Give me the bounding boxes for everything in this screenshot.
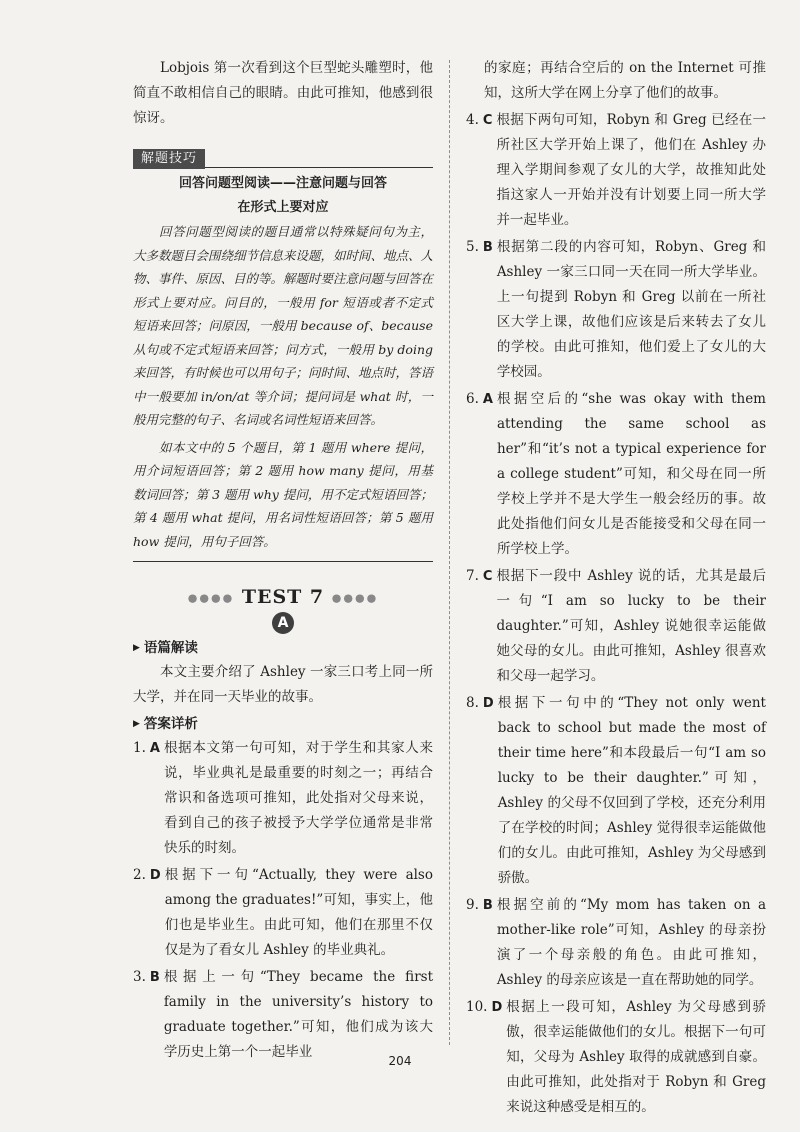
left-column <box>133 56 433 1065</box>
item-number: 7. C <box>466 568 493 584</box>
item-text: 根据下一段中 Ashley 说的话，尤其是最后一句“I am so lucky to be their daughter.”可知，Ashley 说她很幸运能做她父母的女儿。由此可推知，Ashley 很喜欢和父母一起学习。 <box>496 568 766 684</box>
left-dots-decoration: ●●●● <box>187 591 235 605</box>
test-title: TEST 7 <box>241 586 325 608</box>
tips-header <box>133 147 433 168</box>
answer-item <box>466 108 766 233</box>
item-number: 5. B <box>466 239 493 255</box>
summary-section-label: ▶ 语篇解读 <box>133 640 198 656</box>
item-text: 根据下一句“Actually, they were also among the graduates!”可知，事实上，他们也是毕业生。由此可知，他们在那里不仅仅是为了看女儿 Ashley 的毕业典礼。 <box>164 867 433 958</box>
item-text: 根据第二段的内容可知，Robyn、Greg 和 Ashley 一家三口同一天在同一所大学毕业。上一句提到 Robyn 和 Greg 以前在一所社区大学上课，故他们应该是后来转去了女儿的学校。由此可推知，他们爱上了女儿的大学校园。 <box>496 239 766 380</box>
item-number: 1. A <box>133 740 160 756</box>
answer-item <box>466 564 766 689</box>
item-text: 根据空后的“she was okay with them attending the same school as her”和“it’s not a typical experience for a college student”可知，和父母在同一所学校上学并不是大学生一般会经历的事。故此处指他们问女儿是否能接受和父母在同一所学校上学。 <box>496 391 766 557</box>
continuation-paragraph: 的家庭；再结合空后的 on the Internet 可推知，这所大学在网上分享了他们的故事。 <box>484 60 766 101</box>
intro-paragraph: Lobjois 第一次看到这个巨型蛇头雕塑时，他简直不敢相信自己的眼睛。由此可推知，他感到很惊讶。 <box>133 60 433 126</box>
tips-label: 解题技巧 <box>133 149 205 169</box>
tips-title-line-1: 回答问题型阅读——注意问题与回答 <box>178 176 387 191</box>
item-text: 根据下一句中的“They not only went back to school but made the most of their time here”和本段最后一句“I am so lucky to be their daughter.”可知，Ashley 的父母不仅回到了学校，还充分利用了在学校的时间；Ashley 觉得很幸运能做他们的女儿。由此可推知，Ashley 为父母感到骄傲。 <box>497 695 766 886</box>
item-text: 根据上一句“They became the first family in the university’s history to graduate together.”可知，他们成为该大学历史上第一个一起毕业 <box>163 969 433 1060</box>
right-column <box>466 56 766 1120</box>
tips-end-rule <box>133 561 433 562</box>
item-number: 2. D <box>133 867 161 883</box>
page-number: 204 <box>388 1054 412 1068</box>
triangle-icon: ▶ <box>133 643 140 653</box>
answer-item <box>466 387 766 562</box>
answers-section-label: ▶ 答案详析 <box>133 716 198 732</box>
tips-paragraph-2: 如本文中的 5 个题目，第 1 题用 where 提问，用介词短语回答；第 2 题用 how many 提问，用基数词回答；第 3 题用 why 提问，用不定式短语回答；第 4 题用 what 提问，用名词性短语回答；第 5 题用 how 提问，用句子回答。 <box>133 439 433 549</box>
answer-item <box>133 736 433 861</box>
answer-item <box>133 863 433 963</box>
summary-paragraph: 本文主要介绍了 Ashley 一家三口考上同一所大学，并在同一天毕业的故事。 <box>133 664 433 705</box>
column-divider <box>449 60 450 1045</box>
item-number: 9. B <box>466 897 493 913</box>
item-text: 根据空前的“My mom has taken on a mother-like role”可知，Ashley 的母亲扮演了一个母亲般的角色。由此可推知，Ashley 的母亲应该是一直在帮助她的同学。 <box>496 897 766 988</box>
item-number: 3. B <box>133 969 160 985</box>
answer-item <box>133 965 433 1065</box>
item-number: 4. C <box>466 112 493 128</box>
tips-paragraph-1: 回答问题型阅读的题目通常以特殊疑问句为主，大多数题目会围绕细节信息来设题，如时间、地点、人物、事件、原因、目的等。解题时要注意问题与回答在形式上要对应。问目的，一般用 for 短语或者不定式短语来回答；问原因，一般用 because of、because 从句或不定式短语来回答；问方式，一般用 by doing 来回答，有时候也可以用句子；问时间、地点时，答语中一般要加 in/on/at 等介词；提问词是 what 时，一般用完整的句子、名词或名词性短语来回答。 <box>133 224 434 427</box>
tips-title-line-2: 在形式上要对应 <box>237 200 329 215</box>
item-text: 根据上一段可知，Ashley 为父母感到骄傲，很幸运能做他们的女儿。根据下一句可知，父母为 Ashley 取得的成就感到自豪。由此可推知，此处指对于 Robyn 和 Greg 来说这种感受是相互的。 <box>506 999 766 1115</box>
answer-item <box>466 691 766 891</box>
test-heading <box>133 586 433 608</box>
item-text: 根据本文第一句可知，对于学生和其家人来说，毕业典礼是最重要的时刻之一；再结合常识和备选项可推知，此处指对父母来说，看到自己的孩子被授予大学学位通常是非常快乐的时刻。 <box>163 740 433 856</box>
item-text: 根据下两句可知，Robyn 和 Greg 已经在一所社区大学开始上课了，他们在 Ashley 办理入学期间参观了女儿的大学，故推知此处指这家人一开始并没有计划要上同一所大学并一起毕业。 <box>496 112 766 228</box>
item-number: 10. D <box>466 999 503 1015</box>
item-number: 8. D <box>466 695 494 711</box>
triangle-icon: ▶ <box>133 719 140 729</box>
item-number: 6. A <box>466 391 493 407</box>
answer-item <box>466 893 766 993</box>
section-badge: A <box>272 612 294 634</box>
section-badge-wrap <box>133 612 433 634</box>
right-dots-decoration: ●●●● <box>331 591 379 605</box>
answer-item <box>466 235 766 385</box>
